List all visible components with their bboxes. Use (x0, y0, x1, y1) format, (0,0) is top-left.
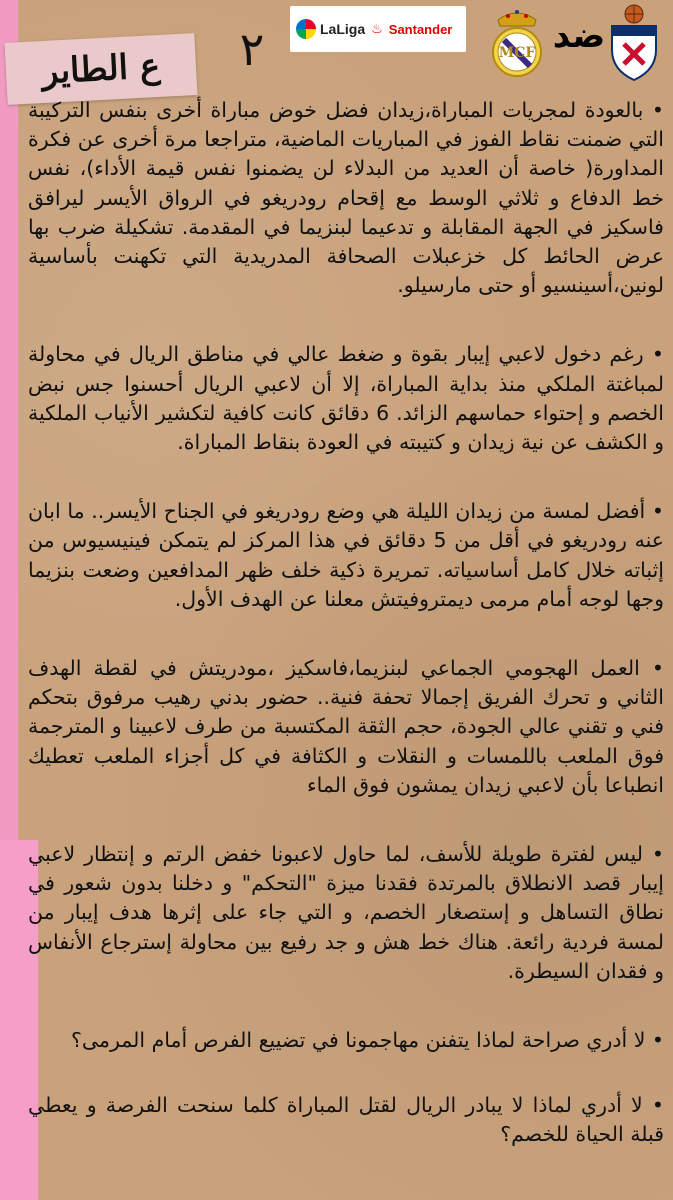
paragraph: • العمل الهجومي الجماعي لبنزيما،فاسكيز ،مودريتش في لقطة الهدف الثاني و تحرك الفريق إجمالا تحفة فنية.. حضور بدني رهيب مرفوق بتحكم فني و تقني عالي الجودة، حجم الثقة المكتسبة من طرف لاعبينا و المترجمة فوق الملعب باللمسات و النقلات و الكثافة في كل أجزاء الملعب تعطيك انطباعا بأن لاعبي زيدان يمشون فوق الماء (28, 656, 664, 797)
paragraph: • لا أدري لماذا لا يبادر الريال لقتل المباراة كلما سنحت الفرصة و يعطي قبلة الحياة للخصم؟ (28, 1093, 664, 1147)
laliga-santander-logo (290, 6, 466, 52)
paragraph: • لا أدري صراحة لماذا يتفنن مهاجمونا في تضييع الفرص أمام المرمى؟ (71, 1028, 664, 1053)
paragraph: • رغم دخول لاعبي إيبار بقوة و ضغط عالي في مناطق الريال في محاولة لمباغتة الملكي منذ بداية المباراة، إلا أن لاعبي الريال أحسنوا جس نبض الخصم و إحتواء حماسهم الزائد. 6 دقائق كانت كافية لتكشير الأنياب الملكية و الكشف عن نية زيدان و كتيبته في العودة بنقاط المباراة. (28, 342, 664, 455)
paragraph: • أفضل لمسة من زيدان الليلة هي وضع رودريغو في الجناح الأيسر.. ما ابان عنه رودريغو في أقل من 5 دقائق في هذا المركز لم يتمكن فينيسيوس من إثباته خلال كامل أساسياته. تمريرة ذكية خلف ظهر المدافعين وضعت بنزيما وجها لوجه أمام مرمى ديمتروفيتش معلنا عن الهدف الأول. (28, 499, 665, 611)
versus-label: ضد (552, 16, 606, 56)
paragraph: • بالعودة لمجريات المباراة،زيدان فضل خوض مباراة أخرى بنفس التركيبة التي ضمنت نقاط الفوز في المباريات الماضية، متراجعا مرة أخرى عن فكرة المداورة( خاصة أن العديد من البدلاء لن يضمنوا نفس قيمة الأداء)، نفس خط الدفاع و ثلاثي الوسط مع إقحام رودريغو في الرواق الأيسر ليرافق فاسكيز في الجهة المقابلة و تدعيما لبنزيما في المقدمة. تشكيلة ضرب بها عرض الحائط كل خزعبلات الصحافة المدريدية التي تكهنت بأساسية لونين،أسينسيو أو حتى مارسيلو. (28, 98, 664, 298)
sponsor-name: Santander (388, 21, 453, 37)
svg-text:MCF: MCF (498, 45, 536, 61)
paragraph: • ليس لفترة طويلة للأسف، لما حاول لاعبونا خفض الرتم و إنتظار لاعبي إيبار قصد الانطلاق بالمرتدة فقدنا ميزة "التحكم" و دخلنا بدون شعور في نطاق التساهل و إستصغار الخصم، و التي جاء على إثرها هدف إيبار من لمسة فردية رائعة. هناك خط هش و جد رفيع بين محاولة إسترجاع الأنفاس و فقدان السيطرة. (28, 842, 664, 983)
laliga-icon (296, 19, 316, 39)
title-sticker: ع الطاير (5, 33, 198, 105)
round-number: ٢ (239, 22, 265, 76)
santander-flame-icon: ♨ (371, 21, 383, 37)
article-body (28, 96, 664, 1190)
league-name: LaLiga (320, 21, 366, 37)
eibar-crest-icon (606, 2, 662, 82)
header (0, 0, 673, 100)
real-madrid-crest-icon (486, 4, 548, 80)
